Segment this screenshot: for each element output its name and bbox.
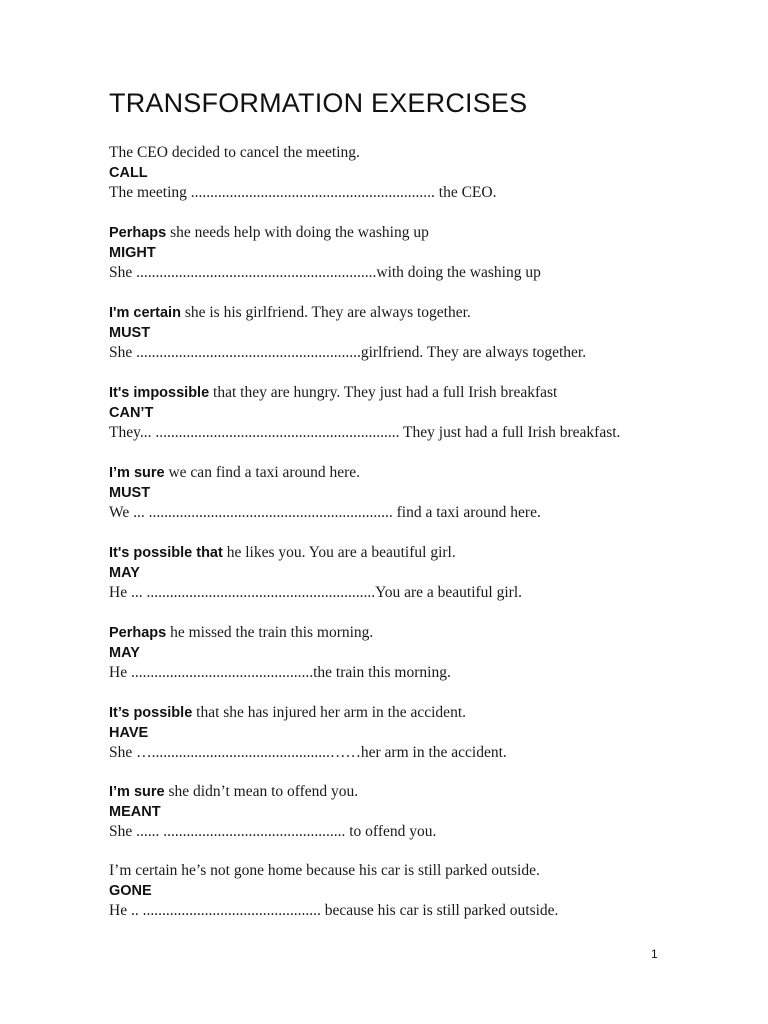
- exercise-9: [109, 782, 749, 842]
- exercise-answer-line: He ... ...........................................................You are a beautiful girl.: [109, 584, 523, 601]
- prompt-emphasis: Perhaps: [109, 225, 167, 241]
- exercise-answer-line: We ... ............................................................... find a taxi around here.: [109, 504, 541, 521]
- prompt-text: that she has injured her arm in the accident.: [192, 704, 466, 721]
- exercise-prompt: [109, 623, 749, 643]
- exercise-keyword: MIGHT: [109, 245, 156, 261]
- exercise-answer-line: They... ............................................................... They just had a full Irish breakfast.: [109, 424, 621, 441]
- exercise-keyword: MUST: [109, 485, 151, 501]
- exercise-1: [109, 143, 749, 203]
- exercise-6: [109, 543, 749, 603]
- exercise-answer-line: She …..............................................……her arm in the accident.: [109, 744, 507, 761]
- exercise-8: [109, 703, 749, 763]
- prompt-text: I’m certain he’s not gone home because his car is still parked outside.: [109, 862, 540, 879]
- prompt-emphasis: I’m sure: [109, 465, 165, 481]
- exercise-keyword: CAN’T: [109, 405, 154, 421]
- exercise-keyword: MEANT: [109, 804, 161, 820]
- exercise-prompt: [109, 861, 749, 881]
- prompt-text: he missed the train this morning.: [166, 624, 374, 641]
- exercise-4: [109, 383, 749, 443]
- page-title: TRANSFORMATION EXERCISES: [109, 88, 528, 118]
- exercise-keyword: HAVE: [109, 725, 149, 741]
- exercise-prompt: [109, 223, 749, 243]
- prompt-emphasis: Perhaps: [109, 625, 167, 641]
- prompt-text: she needs help with doing the washing up: [166, 224, 429, 241]
- exercise-2: [109, 223, 749, 283]
- exercise-prompt: [109, 383, 749, 403]
- prompt-emphasis: It’s possible: [109, 705, 193, 721]
- exercise-answer-line: He .. .............................................. because his car is still parked outside.: [109, 902, 559, 919]
- exercise-keyword: MAY: [109, 645, 140, 661]
- prompt-text: that they are hungry. They just had a full Irish breakfast: [209, 384, 558, 401]
- exercise-7: [109, 623, 749, 683]
- exercise-answer-line: She ...... ............................................... to offend you.: [109, 823, 437, 840]
- exercise-keyword: GONE: [109, 883, 152, 899]
- exercise-10: [109, 861, 749, 921]
- exercise-answer-line: He ...............................................the train this morning.: [109, 664, 451, 681]
- prompt-text: we can find a taxi around here.: [164, 464, 360, 481]
- exercise-prompt: [109, 703, 749, 723]
- exercise-answer-line: She ..........................................................girlfriend. They are always together.: [109, 344, 587, 361]
- exercise-prompt: [109, 782, 749, 802]
- prompt-emphasis: I'm certain: [109, 305, 181, 321]
- prompt-text: she didn’t mean to offend you.: [164, 783, 359, 800]
- page-number: 1: [651, 947, 658, 961]
- prompt-emphasis: It's possible that: [109, 545, 223, 561]
- prompt-emphasis: It's impossible: [109, 385, 210, 401]
- exercise-answer-line: The meeting ............................................................... the CEO.: [109, 184, 497, 201]
- exercise-keyword: MAY: [109, 565, 140, 581]
- exercise-prompt: [109, 143, 749, 163]
- prompt-emphasis: I’m sure: [109, 784, 165, 800]
- exercise-prompt: [109, 543, 749, 563]
- prompt-text: he likes you. You are a beautiful girl.: [222, 544, 456, 561]
- prompt-text: The CEO decided to cancel the meeting.: [109, 144, 360, 161]
- exercise-answer-line: She ..............................................................with doing the washing up: [109, 264, 541, 281]
- prompt-text: she is his girlfriend. They are always together.: [180, 304, 471, 321]
- exercise-prompt: [109, 303, 749, 323]
- exercise-keyword: CALL: [109, 165, 148, 181]
- exercise-5: [109, 463, 749, 523]
- exercise-3: [109, 303, 749, 363]
- exercise-keyword: MUST: [109, 325, 151, 341]
- exercise-prompt: [109, 463, 749, 483]
